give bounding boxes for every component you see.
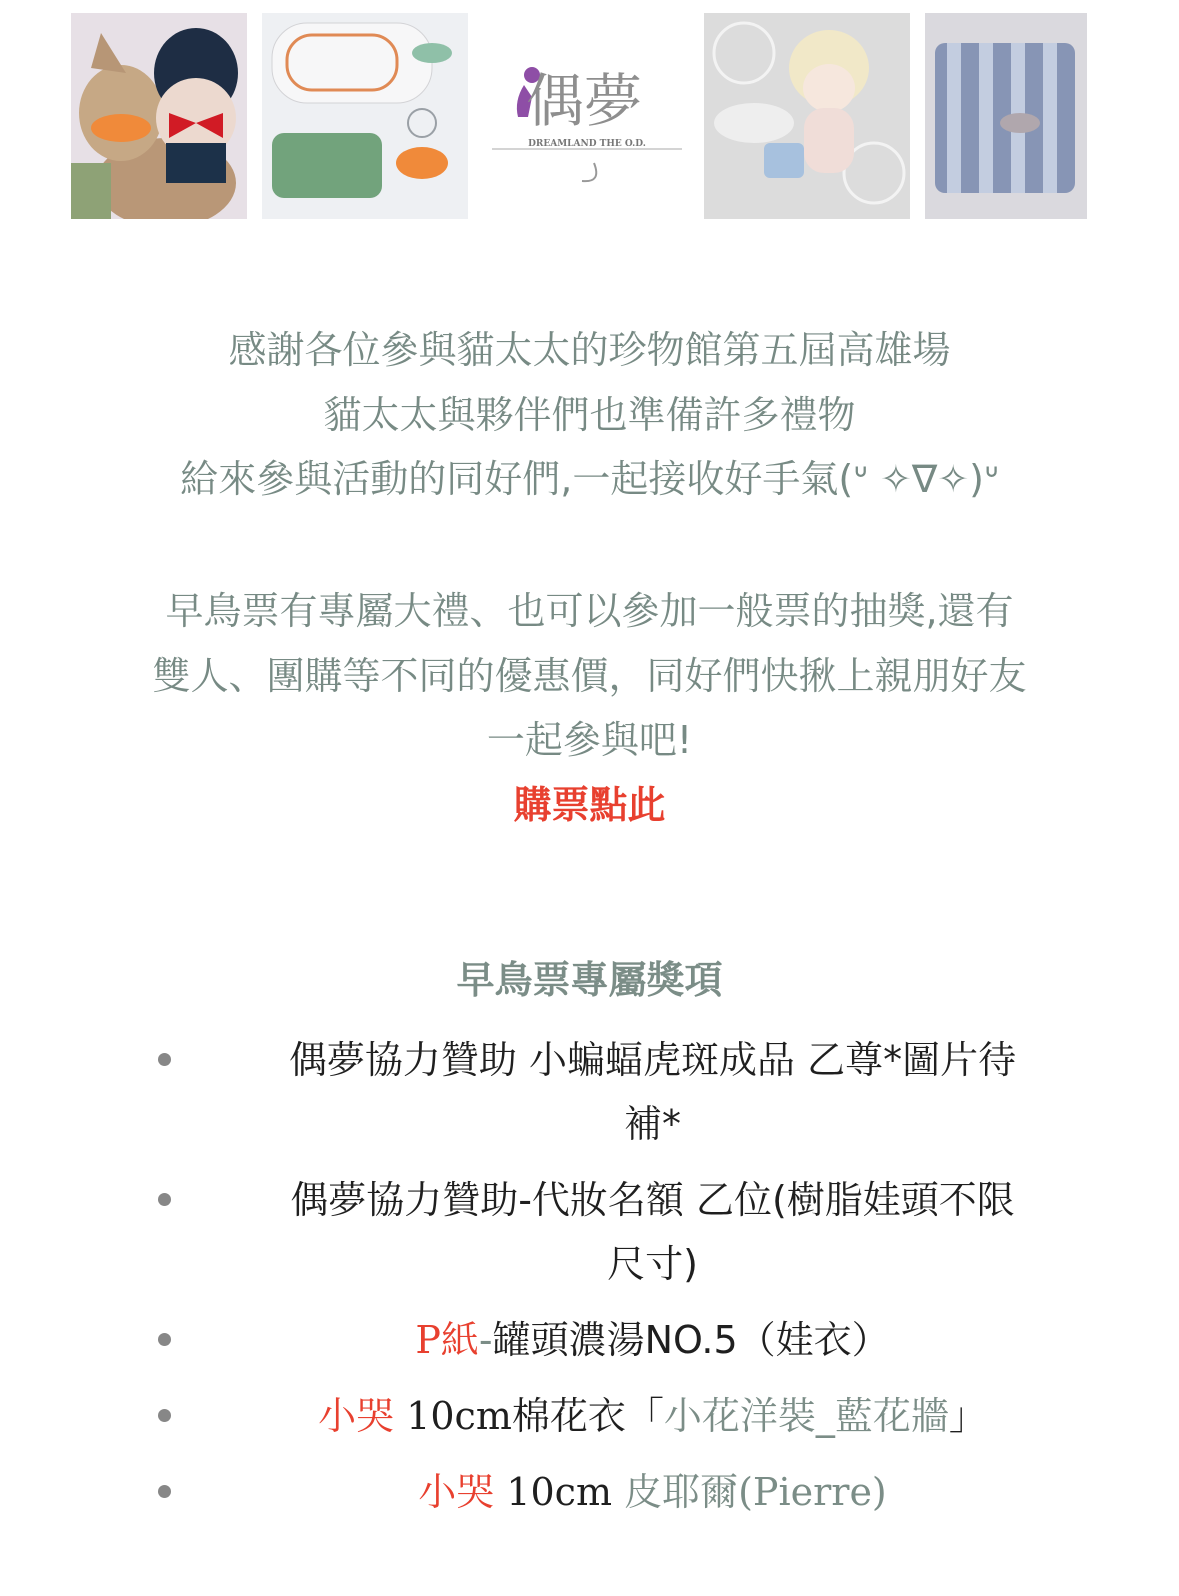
ouMeng-logo — [484, 13, 690, 219]
promo-line: 一起參與吧! — [486, 718, 693, 762]
promo-text — [40, 579, 1139, 837]
list-item — [0, 1028, 1179, 1156]
prize-text: 偶夢協力贊助-代妝名額 乙位(樹脂娃頭不限 — [290, 1178, 1015, 1222]
bullet-icon — [158, 1053, 171, 1066]
prize-text: 偶夢協力贊助 小蝙蝠虎斑成品 乙尊*圖片待 — [288, 1038, 1017, 1082]
prize-text: 10cm棉花衣「 — [394, 1394, 664, 1438]
prize-text: 」 — [948, 1394, 987, 1438]
bullet-icon — [158, 1409, 171, 1422]
bullet-icon — [158, 1485, 171, 1498]
list-item — [0, 1168, 1179, 1296]
intro-line: 感謝各位參與貓太太的珍物館第五屆高雄場 — [228, 328, 951, 372]
bullet-icon — [158, 1333, 171, 1346]
logo-text: DREAMLAND THE O.D. — [528, 139, 646, 149]
bullet-icon — [158, 1193, 171, 1206]
doll-clothes-photo[interactable] — [262, 13, 468, 219]
promo-line: 雙人、團購等不同的優惠價，同好們快揪上親朋好友 — [152, 653, 1027, 698]
blue-floral-dress-photo[interactable] — [925, 13, 1087, 219]
list-item — [0, 1308, 1179, 1372]
intro-text — [40, 318, 1139, 512]
image-gallery — [0, 13, 1179, 219]
prize-sponsor: P紙 — [415, 1318, 479, 1362]
buy-ticket-link[interactable]: 購票點此 — [513, 782, 666, 827]
prize-item-name: 小花洋裝_藍花牆 — [663, 1394, 949, 1438]
prize-text: 10cm — [494, 1470, 625, 1514]
white-hair-doll-photo[interactable] — [704, 13, 910, 219]
intro-line: 貓太太與夥伴們也準備許多禮物 — [323, 392, 856, 437]
prize-separator: - — [478, 1318, 493, 1362]
intro-line: 給來參與活動的同好們,一起接收好手氣(ᐡ ✧∇✧)ᐡ — [180, 457, 999, 501]
prize-text: 補* — [623, 1102, 681, 1146]
prize-text: 尺寸) — [607, 1242, 698, 1286]
logo-glyph: 偶夢 — [525, 67, 643, 135]
list-item — [0, 1384, 1179, 1448]
section-title: 早鳥票專屬獎項 — [456, 958, 723, 1002]
promo-line: 早鳥票有專屬大禮、也可以參加一般票的抽獎,還有 — [165, 589, 1014, 633]
plush-dolls-photo[interactable] — [71, 13, 247, 219]
list-item — [0, 1460, 1179, 1524]
prize-sponsor: 小哭 — [418, 1470, 495, 1514]
prize-sponsor: 小哭 — [318, 1394, 395, 1438]
prize-list — [0, 1028, 1179, 1524]
prize-text: 罐頭濃湯NO.5（娃衣） — [492, 1318, 890, 1362]
prize-item-name: 皮耶爾(Pierre) — [624, 1470, 887, 1514]
